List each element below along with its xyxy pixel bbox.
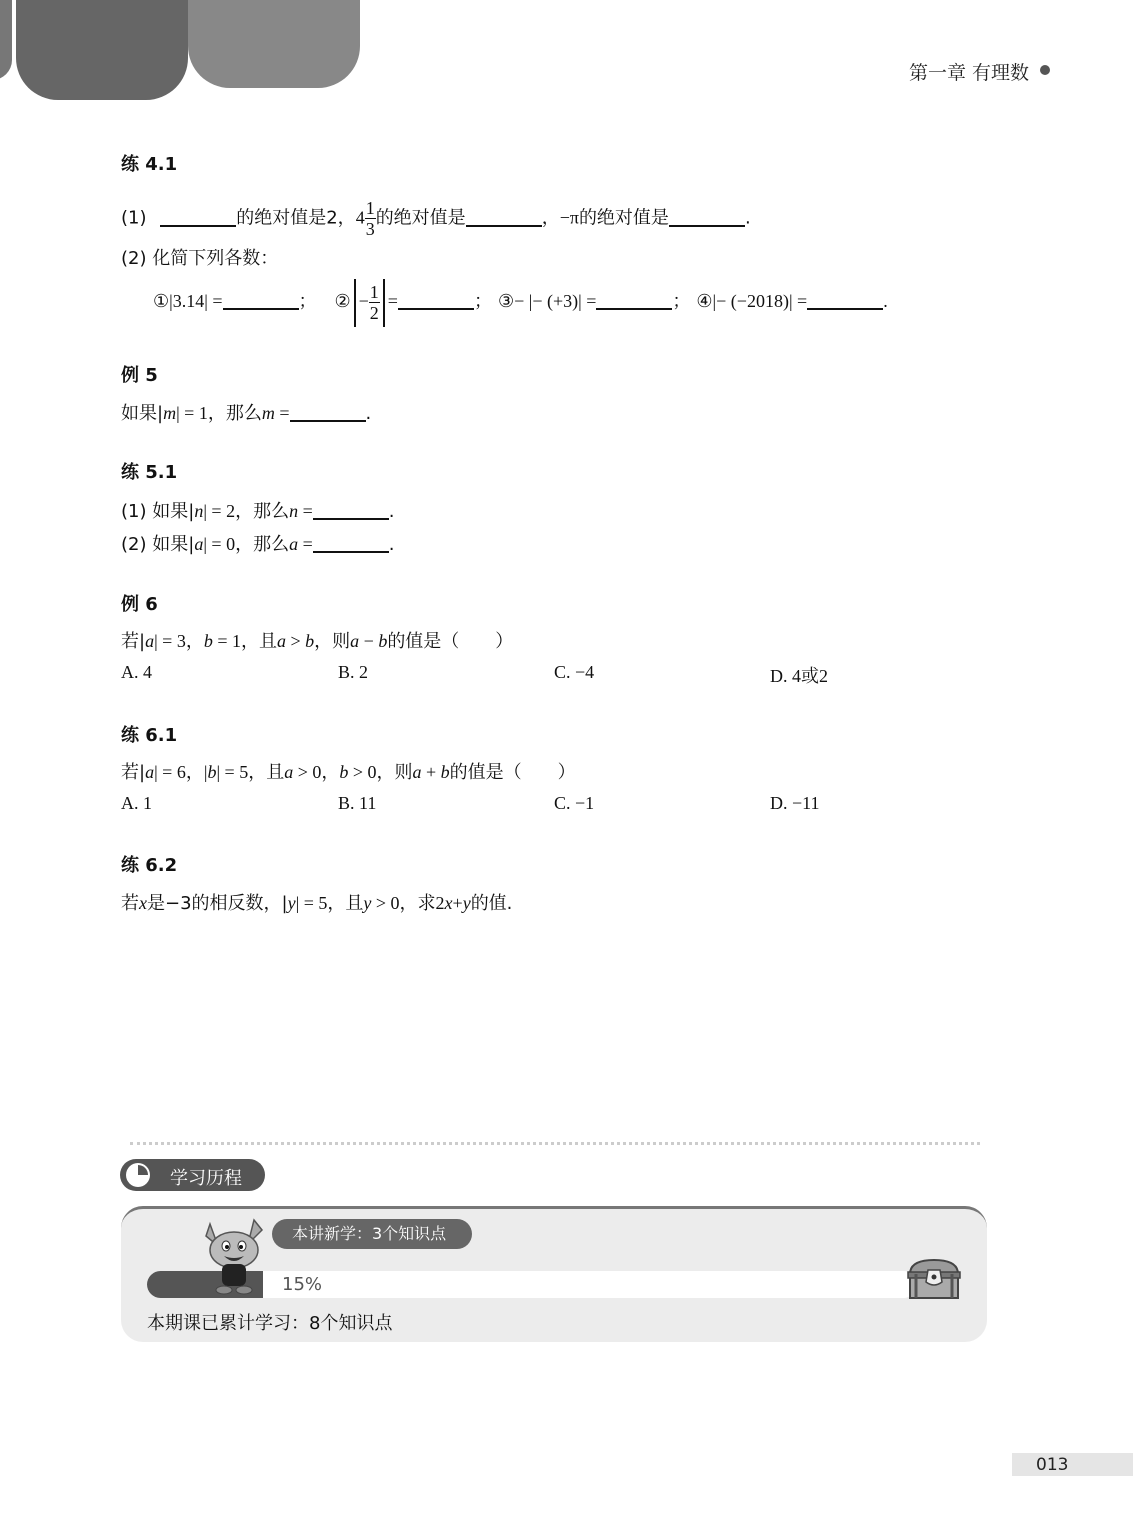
option-c[interactable]: C. −1 bbox=[554, 793, 595, 813]
text: . bbox=[388, 534, 395, 555]
math-var: m bbox=[261, 403, 275, 423]
progress-section-title: 学习历程 bbox=[170, 1168, 242, 1189]
text: | = 0，那么 bbox=[203, 534, 290, 554]
text: | = 3， bbox=[154, 631, 204, 651]
denominator: 2 bbox=[369, 303, 379, 324]
math-expr: = bbox=[387, 291, 398, 311]
text: > bbox=[286, 631, 306, 651]
item-number: ② bbox=[334, 291, 351, 311]
answer-blank[interactable] bbox=[466, 207, 542, 227]
page-number-bar bbox=[1012, 1453, 1133, 1476]
fox-mascot-icon bbox=[196, 1216, 272, 1296]
math-var: b bbox=[203, 631, 213, 651]
denominator: 3 bbox=[365, 219, 375, 239]
math-var: a bbox=[350, 631, 360, 651]
numerator: 1 bbox=[369, 282, 379, 303]
section-divider bbox=[130, 1142, 980, 1145]
text: − bbox=[359, 631, 379, 651]
exercise-line bbox=[153, 276, 888, 326]
answer-blank[interactable] bbox=[223, 290, 299, 310]
text: + bbox=[421, 762, 441, 782]
text: 的绝对值是 bbox=[375, 207, 466, 229]
math-var: b bbox=[378, 631, 388, 651]
text: = bbox=[298, 534, 313, 554]
text: > 0，则 bbox=[348, 762, 413, 782]
numerator: 1 bbox=[365, 198, 375, 218]
text: = bbox=[298, 501, 313, 521]
part-label: (1) bbox=[121, 501, 147, 522]
math-var: a bbox=[284, 762, 294, 782]
exercise-title: 练 6.1 bbox=[121, 725, 178, 746]
math-var: b bbox=[339, 762, 349, 782]
option-a[interactable]: A. 4 bbox=[121, 662, 152, 682]
exercise-title: 练 4.1 bbox=[121, 154, 178, 175]
text: | = 1，那么 bbox=[176, 403, 262, 423]
text: 如果| bbox=[121, 403, 164, 424]
part-label: (1) bbox=[121, 207, 147, 229]
header-tab-decoration bbox=[188, 0, 360, 88]
option-b[interactable]: B. 11 bbox=[338, 793, 377, 813]
math-expr: − bbox=[358, 291, 369, 311]
text: > 0， bbox=[293, 762, 340, 782]
abs-bar bbox=[354, 279, 356, 327]
math-var: n bbox=[289, 501, 299, 521]
mixed-number-whole: 4 bbox=[355, 207, 365, 228]
header-tab-decoration bbox=[16, 0, 188, 100]
progress-percent: 15% bbox=[282, 1274, 323, 1295]
exercise-line bbox=[121, 198, 751, 239]
exercise-line bbox=[121, 530, 394, 556]
header-tab-decoration bbox=[0, 0, 12, 80]
option-b[interactable]: B. 2 bbox=[338, 662, 369, 682]
exercise-title: 练 5.1 bbox=[121, 462, 178, 483]
text: 的值是（ ） bbox=[387, 631, 514, 652]
math-var: a bbox=[145, 631, 155, 651]
abs-bar bbox=[383, 279, 385, 327]
exercise-title: 练 6.2 bbox=[121, 855, 178, 876]
example-title: 例 5 bbox=[121, 365, 158, 386]
math-var: a bbox=[145, 762, 155, 782]
math-var: y bbox=[462, 893, 471, 913]
example-title: 例 6 bbox=[121, 594, 158, 615]
math-var: a bbox=[412, 762, 422, 782]
math-var: a bbox=[194, 534, 204, 554]
option-d[interactable]: D. −11 bbox=[770, 793, 820, 813]
math-var: a bbox=[277, 631, 286, 651]
total-knowledge-label: 本期课已累计学习：8个知识点 bbox=[147, 1313, 393, 1334]
math-var: b bbox=[440, 762, 450, 782]
fraction bbox=[365, 198, 376, 239]
option-d[interactable]: D. 4或2 bbox=[770, 666, 828, 686]
math-var: a bbox=[289, 534, 299, 554]
item-number: ④ bbox=[696, 291, 713, 311]
answer-blank[interactable] bbox=[398, 290, 474, 310]
text: | = 5，且 bbox=[295, 893, 364, 913]
text: + bbox=[452, 893, 463, 913]
text: 的绝对值是2， bbox=[236, 207, 356, 229]
math-var: y bbox=[363, 893, 372, 913]
math-expr: −π bbox=[559, 207, 579, 228]
text: . bbox=[883, 291, 888, 311]
math-var: m bbox=[163, 403, 177, 423]
text: 若| bbox=[121, 631, 146, 652]
text: > 0，求2 bbox=[371, 893, 445, 913]
text: 的绝对值是 bbox=[578, 207, 669, 229]
text: 化简下列各数： bbox=[152, 248, 279, 269]
answer-blank[interactable] bbox=[160, 207, 236, 227]
fraction bbox=[369, 282, 380, 323]
text: = 1，且 bbox=[212, 631, 277, 651]
question-line bbox=[121, 627, 513, 653]
part-label: (2) bbox=[121, 248, 147, 269]
item-number: ① bbox=[153, 291, 170, 311]
answer-blank[interactable] bbox=[313, 500, 389, 520]
math-var: x bbox=[139, 893, 147, 913]
treasure-chest-icon bbox=[906, 1256, 962, 1302]
math-var: b bbox=[305, 631, 315, 651]
text: 如果| bbox=[152, 534, 195, 555]
text: 的值. bbox=[470, 893, 513, 914]
answer-blank[interactable] bbox=[669, 207, 745, 227]
new-knowledge-badge: 本讲新学：3个知识点 bbox=[272, 1219, 472, 1249]
text: = bbox=[274, 403, 290, 423]
text: | = 6，| bbox=[154, 762, 208, 782]
exercise-line bbox=[121, 244, 278, 270]
option-a[interactable]: A. 1 bbox=[121, 793, 152, 813]
text: . bbox=[388, 501, 395, 522]
example-line bbox=[121, 399, 371, 425]
chapter-dot-icon bbox=[1040, 65, 1050, 75]
item-number: ③ bbox=[497, 291, 515, 311]
math-expr: |3.14| = bbox=[169, 291, 223, 311]
part-label: (2) bbox=[121, 534, 147, 555]
text: . bbox=[365, 403, 372, 424]
question-line bbox=[121, 889, 512, 915]
exercise-line bbox=[121, 497, 394, 523]
math-var: b bbox=[207, 762, 217, 782]
question-line bbox=[121, 758, 576, 784]
text: ； bbox=[298, 291, 317, 311]
math-expr: |− (−2018)| = bbox=[712, 291, 808, 311]
text: ； bbox=[672, 291, 691, 311]
text: ， bbox=[541, 207, 560, 229]
pie-chart-icon bbox=[124, 1161, 152, 1189]
text: . bbox=[744, 207, 751, 229]
answer-blank[interactable] bbox=[313, 533, 389, 553]
text: 是−3的相反数，| bbox=[147, 893, 288, 914]
text: ； bbox=[473, 291, 492, 311]
math-var: x bbox=[444, 893, 453, 913]
math-var: n bbox=[194, 501, 204, 521]
text: 的值是（ ） bbox=[449, 762, 576, 783]
text: 若 bbox=[121, 893, 139, 914]
text: 如果| bbox=[152, 501, 195, 522]
answer-blank[interactable] bbox=[290, 402, 366, 422]
text: | = 2，那么 bbox=[203, 501, 290, 521]
text: | = 5，且 bbox=[216, 762, 285, 782]
page-number: 013 bbox=[1036, 1455, 1069, 1475]
math-var: y bbox=[287, 893, 296, 913]
answer-blank[interactable] bbox=[807, 290, 883, 310]
text: 若| bbox=[121, 762, 146, 783]
math-expr: − |− (+3)| = bbox=[514, 291, 597, 311]
option-c[interactable]: C. −4 bbox=[554, 662, 595, 682]
answer-blank[interactable] bbox=[596, 290, 672, 310]
chapter-title: 第一章 有理数 bbox=[908, 62, 1029, 84]
text: ，则 bbox=[314, 631, 351, 652]
